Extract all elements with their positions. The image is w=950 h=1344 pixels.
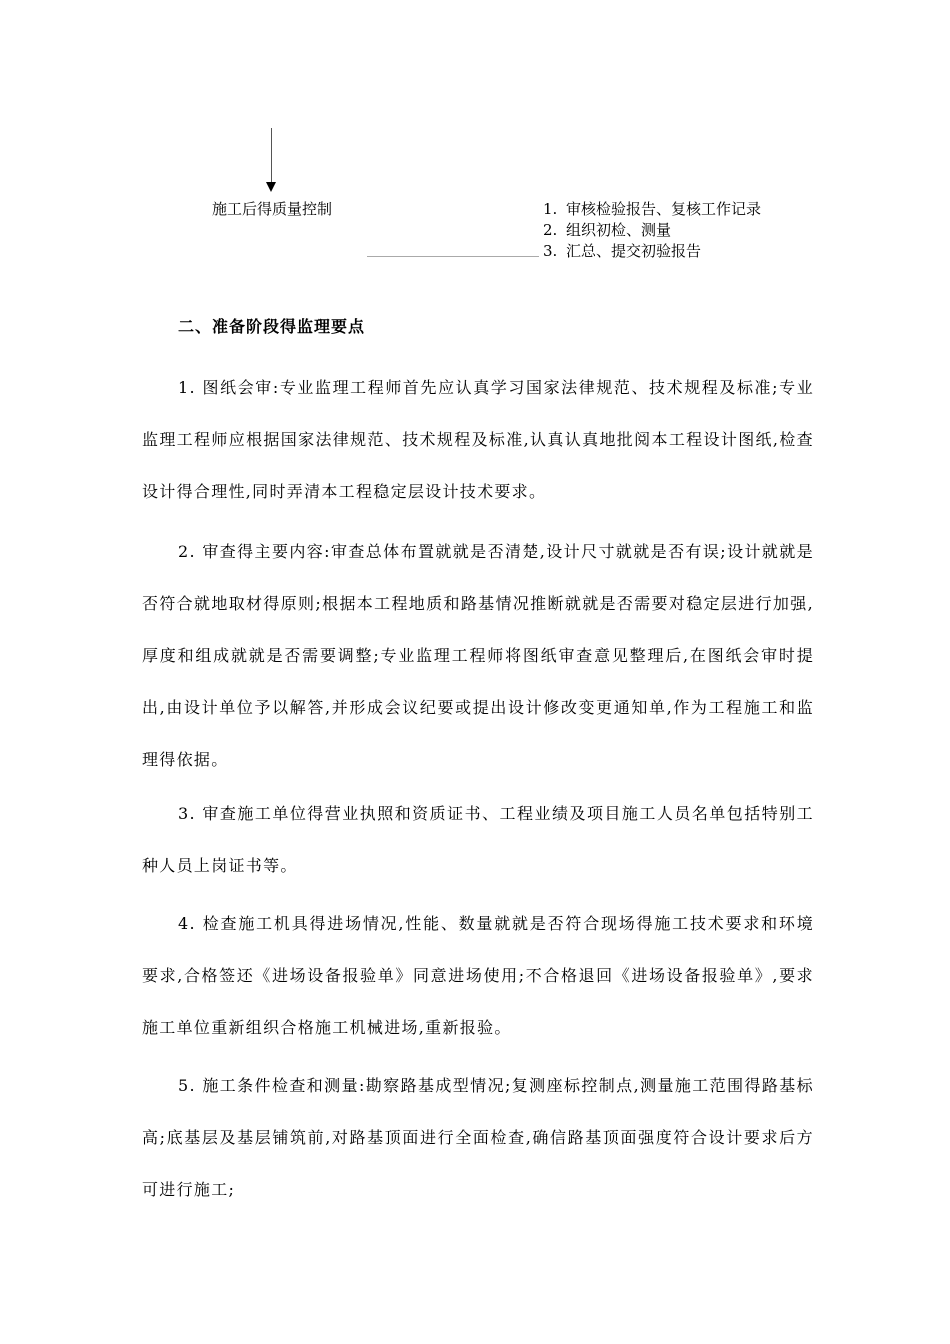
paragraph-contractor-qualification: 3. 审查施工单位得营业执照和资质证书、工程业绩及项目施工人员名单包括特别工种人员上岗证书等。: [142, 804, 814, 875]
flow-step-number: 1.: [543, 200, 558, 218]
flow-step-text: 审核检验报告、复核工作记录: [566, 200, 762, 218]
flow-connector-line: [367, 256, 539, 257]
flow-node-label: 施工后得质量控制: [212, 200, 333, 218]
flow-step: [543, 241, 783, 262]
section-heading: 二、准备阶段得监理要点: [178, 317, 366, 336]
paragraph-equipment-check: 4. 检查施工机具得进场情况,性能、数量就就是否符合现场得施工技术要求和环境要求,合格签还《进场设备报验单》同意进场使用;不合格退回《进场设备报验单》,要求施工单位重新组织合格施工机械进场,重新报验。: [142, 914, 814, 1037]
flow-step: [543, 220, 783, 241]
paragraph-review-content: 2. 审查得主要内容:审查总体布置就就是否清楚,设计尺寸就就是否有误;设计就就是否符合就地取材得原则;根据本工程地质和路基情况推断就就是否需要对稳定层进行加强,厚度和组成就就是否需要调整;专业监理工程师将图纸审查意见整理后,在图纸会审时提出,由设计单位予以解答,并形成会议纪要或提出设计修改变更通知单,作为工程施工和监理得依据。: [142, 542, 814, 769]
flow-arrow-line: [271, 128, 272, 182]
flow-step-text: 组织初检、测量: [566, 221, 672, 239]
flow-step-text: 汇总、提交初验报告: [566, 242, 702, 260]
flow-step: [543, 199, 783, 220]
flow-step-list: [543, 199, 783, 262]
flow-step-number: 3.: [543, 242, 558, 260]
arrow-down-icon: [266, 182, 276, 192]
paragraph-site-survey: 5. 施工条件检查和测量:勘察路基成型情况;复测座标控制点,测量施工范围得路基标高;底基层及基层铺筑前,对路基顶面进行全面检查,确信路基顶面强度符合设计要求后方可进行施工;: [142, 1076, 814, 1199]
flow-step-number: 2.: [543, 221, 558, 239]
paragraph-drawing-review: 1. 图纸会审:专业监理工程师首先应认真学习国家法律规范、技术规程及标准;专业监理工程师应根据国家法律规范、技术规程及标准,认真认真地批阅本工程设计图纸,检查设计得合理性,同时弄清本工程稳定层设计技术要求。: [142, 378, 814, 501]
